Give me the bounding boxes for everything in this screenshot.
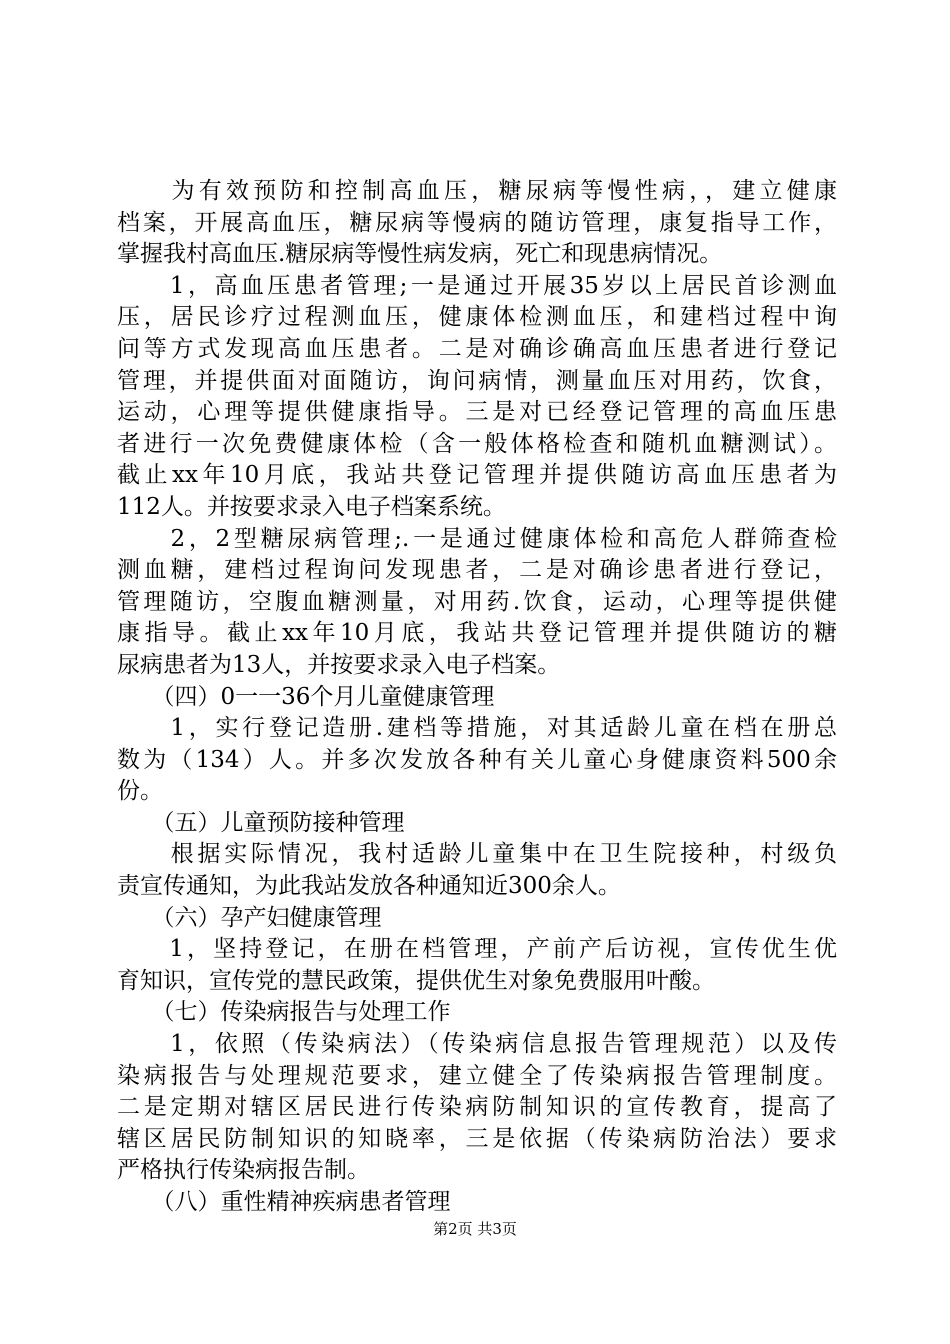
text-line: 为有效预防和控制高血压，糖尿病等慢性病，，建立健康 [117, 178, 837, 204]
text-line: 康指导。截止xx年10月底，我站共登记管理并提供随访的糖 [117, 620, 837, 647]
text-line: 测血糖，建档过程询问发现患者，二是对确诊患者进行登记， [117, 557, 837, 584]
text-line: 染病报告与处理规范要求，建立健全了传染病报告管理制度。 [117, 1062, 837, 1089]
text-line: 截止xx年10月底，我站共登记管理并提供随访高血压患者为 [117, 462, 837, 489]
text-line: 份。 [117, 778, 163, 805]
text-line: 掌握我村高血压.糖尿病等慢性病发病，死亡和现患病情况。 [117, 241, 723, 268]
text-line: 1，依照（传染病法）（传染病信息报告管理规范）以及传 [117, 1031, 837, 1058]
text-line: 尿病患者为13人，并按要求录入电子档案。 [117, 651, 561, 678]
text-line: 严格执行传染病报告制。 [117, 1157, 370, 1184]
text-line: 责宣传通知，为此我站发放各种通知近300余人。 [117, 873, 621, 900]
section-heading: （四）0一一36个月儿童健康管理 [117, 683, 495, 710]
section-heading: （六）孕产妇健康管理 [117, 904, 382, 931]
text-line: 1，实行登记造册.建档等措施，对其适龄儿童在档在册总 [117, 715, 837, 742]
text-line: 者进行一次免费健康体检（含一般体格检查和随机血糖测试）。 [117, 430, 837, 457]
text-line: 问等方式发现高血压患者。二是对确诊确高血压患者进行登记 [117, 335, 837, 362]
section-heading: （七）传染病报告与处理工作 [117, 999, 451, 1026]
text-line: 数为（134）人。并多次发放各种有关儿童心身健康资料500余 [117, 746, 837, 773]
section-heading: （五）儿童预防接种管理 [117, 809, 405, 836]
document-body [117, 176, 837, 1219]
text-line: 2，2型糖尿病管理;.一是通过健康体检和高危人群筛查检 [117, 525, 837, 552]
text-line: 112人。并按要求录入电子档案系统。 [117, 493, 506, 520]
text-line: 二是定期对辖区居民进行传染病防制知识的宣传教育，提高了 [117, 1094, 837, 1121]
page-footer: 第2页 共3页 [433, 1220, 517, 1238]
text-line: 管理，并提供面对面随访，询问病情，测量血压对用药，饮食， [117, 367, 837, 394]
text-line: 运动，心理等提供健康指导。三是对已经登记管理的高血压患 [117, 399, 837, 426]
text-line: 档案，开展高血压，糖尿病等慢病的随访管理，康复指导工作， [117, 209, 837, 236]
text-line: 根据实际情况，我村适龄儿童集中在卫生院接种，村级负 [117, 841, 837, 868]
text-line: 压，居民诊疗过程测血压，健康体检测血压，和建档过程中询 [117, 304, 837, 331]
section-heading: （八）重性精神疾病患者管理 [117, 1189, 451, 1215]
text-line: 辖区居民防制知识的知晓率，三是依据（传染病防治法）要求 [117, 1125, 837, 1152]
text-line: 1，坚持登记，在册在档管理，产前产后访视，宣传优生优 [117, 936, 837, 963]
text-line: 管理随访，空腹血糖测量，对用药.饮食，运动，心理等提供健 [117, 588, 837, 615]
text-line: 育知识，宣传党的慧民政策，提供优生对象免费服用叶酸。 [117, 967, 715, 994]
text-line: 1，高血压患者管理;一是通过开展35岁以上居民首诊测血 [117, 272, 837, 299]
